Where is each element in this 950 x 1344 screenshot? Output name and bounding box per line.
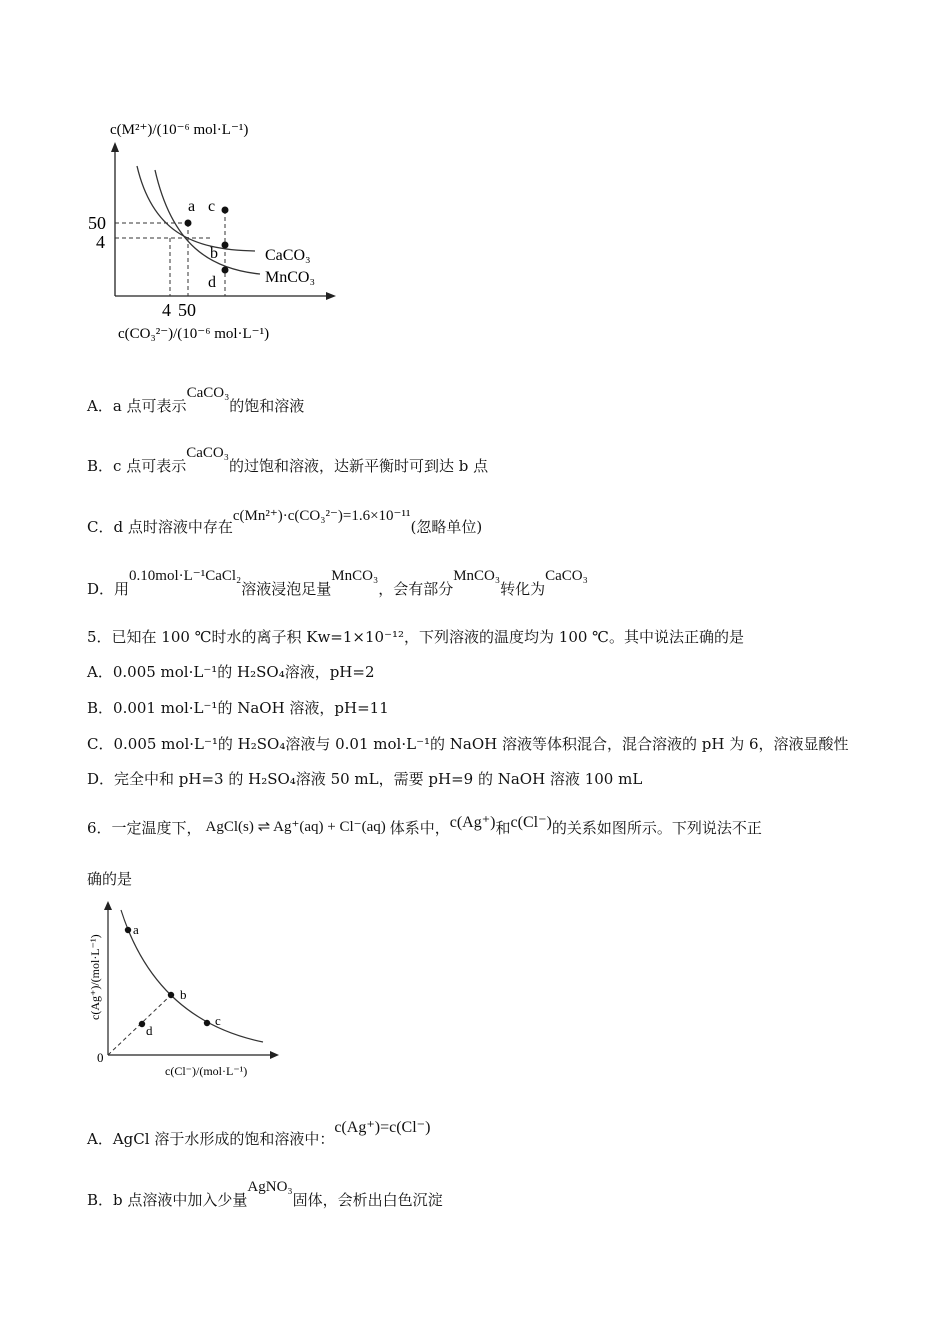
fig2-point-b — [168, 992, 174, 998]
q4-a-letter: A． — [87, 397, 113, 415]
fig1-y-arrow — [111, 142, 119, 152]
fig1-x-tick-50: 50 — [178, 300, 196, 320]
q4-b-post: 的过饱和溶液，达新平衡时可到达 b 点 — [228, 457, 489, 475]
q6-option-a — [87, 1119, 431, 1149]
fig2-point-c — [204, 1020, 210, 1026]
q4-option-a — [87, 385, 305, 416]
q4-d-formula3: MnCO₃ — [453, 568, 501, 584]
q5-option-c: C．0.005 mol·L⁻¹的 H₂SO₄溶液与 0.01 mol·L⁻¹的 NaOH 溶液等体积混合，混合溶液的 pH 为 6，溶液显酸性 — [87, 735, 849, 753]
fig2-origin: 0 — [97, 1050, 104, 1065]
figure-2-agcl-curve — [85, 895, 285, 1085]
q5-option-b: B．0.001 mol·L⁻¹的 NaOH 溶液，pH=11 — [87, 699, 389, 717]
fig2-x-arrow — [270, 1051, 279, 1059]
q6-option-b — [87, 1179, 443, 1210]
q4-option-c — [87, 508, 483, 537]
fig1-label-b: b — [210, 245, 218, 262]
figure-1-solubility-curves — [80, 110, 350, 350]
q4-option-d — [87, 568, 588, 599]
fig1-x-arrow — [326, 292, 336, 300]
q4-a-formula: CaCO₃ — [186, 385, 230, 401]
q6-b-letter: B． — [87, 1191, 114, 1209]
fig1-label-c: c — [208, 198, 216, 215]
q4-d-mid2: ，会有部分 — [378, 580, 454, 598]
fig2-x-axis-label: c(Cl⁻)/(mol·L⁻¹) — [165, 1064, 248, 1078]
q6-equation: AgCl(s) ⇌ Ag⁺(aq) + Cl⁻(aq) — [205, 819, 386, 835]
q4-d-formula: 0.10mol·L⁻¹CaCl₂ — [129, 568, 242, 584]
fig1-point-d — [222, 267, 229, 274]
q4-d-formula4: CaCO₃ — [545, 568, 588, 584]
fig2-label-b: b — [180, 987, 187, 1002]
q4-d-formula2: MnCO₃ — [331, 568, 379, 584]
q6-stem — [87, 814, 762, 838]
q6-b-pre: b 点溶液中加入少量 — [113, 1191, 248, 1209]
fig2-y-axis-label: c(Ag⁺)/(mol·L⁻¹) — [88, 934, 102, 1020]
fig2-point-a — [125, 927, 131, 933]
fig1-y-tick-50: 50 — [88, 213, 106, 233]
fig1-curve-caco3 — [137, 166, 255, 251]
fig1-label-d: d — [208, 274, 216, 291]
q5-option-a: A．0.005 mol·L⁻¹的 H₂SO₄溶液，pH=2 — [87, 663, 375, 681]
q4-d-mid1: 溶液浸泡足量 — [241, 580, 332, 598]
q4-c-post: (忽略单位) — [410, 518, 483, 536]
q4-a-pre: a 点可表示 — [112, 397, 187, 415]
q5-stem: 5．已知在 100 ℃时水的离子积 Kw=1×10⁻¹²，下列溶液的温度均为 100 ℃。其中说法正确的是 — [87, 628, 744, 646]
q4-d-pre: 用 — [114, 580, 130, 598]
q6-stem-cont: 确的是 — [87, 870, 133, 888]
fig1-x-axis-label: c(CO₃²⁻)/(10⁻⁶ mol·L⁻¹) — [118, 326, 270, 342]
q4-c-pre: d 点时溶液中存在 — [113, 518, 233, 536]
fig1-point-b — [222, 242, 229, 249]
q4-b-letter: B． — [87, 457, 114, 475]
q4-c-formula: c(Mn²⁺)·c(CO₃²⁻)=1.6×10⁻¹¹ — [232, 508, 411, 524]
q4-c-letter: C． — [87, 518, 114, 536]
q6-c-ag: c(Ag⁺) — [449, 814, 496, 831]
fig1-curve-label-caco3: CaCO₃ — [265, 247, 311, 264]
q6-b-formula: AgNO₃ — [247, 1179, 293, 1195]
fig1-x-tick-4: 4 — [162, 300, 171, 320]
q6-pre: 6．一定温度下， — [87, 819, 202, 837]
fig2-y-arrow — [104, 901, 112, 910]
q6-b-post: 固体，会析出白色沉淀 — [292, 1191, 443, 1209]
fig1-point-a — [185, 220, 192, 227]
q6-c-cl: c(Cl⁻) — [510, 814, 552, 831]
q4-a-post: 的饱和溶液 — [229, 397, 305, 415]
q6-a-pre: AgCl 溶于水形成的饱和溶液中： — [112, 1130, 335, 1148]
fig2-label-c: c — [215, 1013, 221, 1028]
fig1-point-c — [222, 207, 229, 214]
q6-a-formula: c(Ag⁺)=c(Cl⁻) — [334, 1119, 431, 1136]
fig1-y-tick-4: 4 — [96, 232, 105, 252]
fig1-curve-mnco3 — [155, 170, 260, 274]
q6-a-letter: A． — [87, 1130, 113, 1148]
q4-d-letter: D． — [87, 580, 115, 598]
fig1-label-a: a — [188, 198, 196, 215]
fig1-y-axis-label: c(M²⁺)/(10⁻⁶ mol·L⁻¹) — [110, 122, 249, 138]
fig1-curve-label-mnco3: MnCO₃ — [265, 269, 316, 286]
q4-d-mid3: 转化为 — [500, 580, 546, 598]
q6-mid2: 和 — [495, 819, 511, 837]
fig2-label-a: a — [133, 922, 139, 937]
q6-post: 的关系如图所示。下列说法不正 — [551, 819, 762, 837]
q4-option-b — [87, 445, 489, 476]
fig2-label-d: d — [146, 1023, 153, 1038]
fig2-point-d — [139, 1021, 145, 1027]
q4-b-pre: c 点可表示 — [113, 457, 187, 475]
q4-b-formula: CaCO₃ — [186, 445, 229, 461]
q6-mid1: 体系中， — [389, 819, 450, 837]
q5-option-d: D．完全中和 pH=3 的 H₂SO₄溶液 50 mL，需要 pH=9 的 NaOH 溶液 100 mL — [87, 770, 643, 788]
